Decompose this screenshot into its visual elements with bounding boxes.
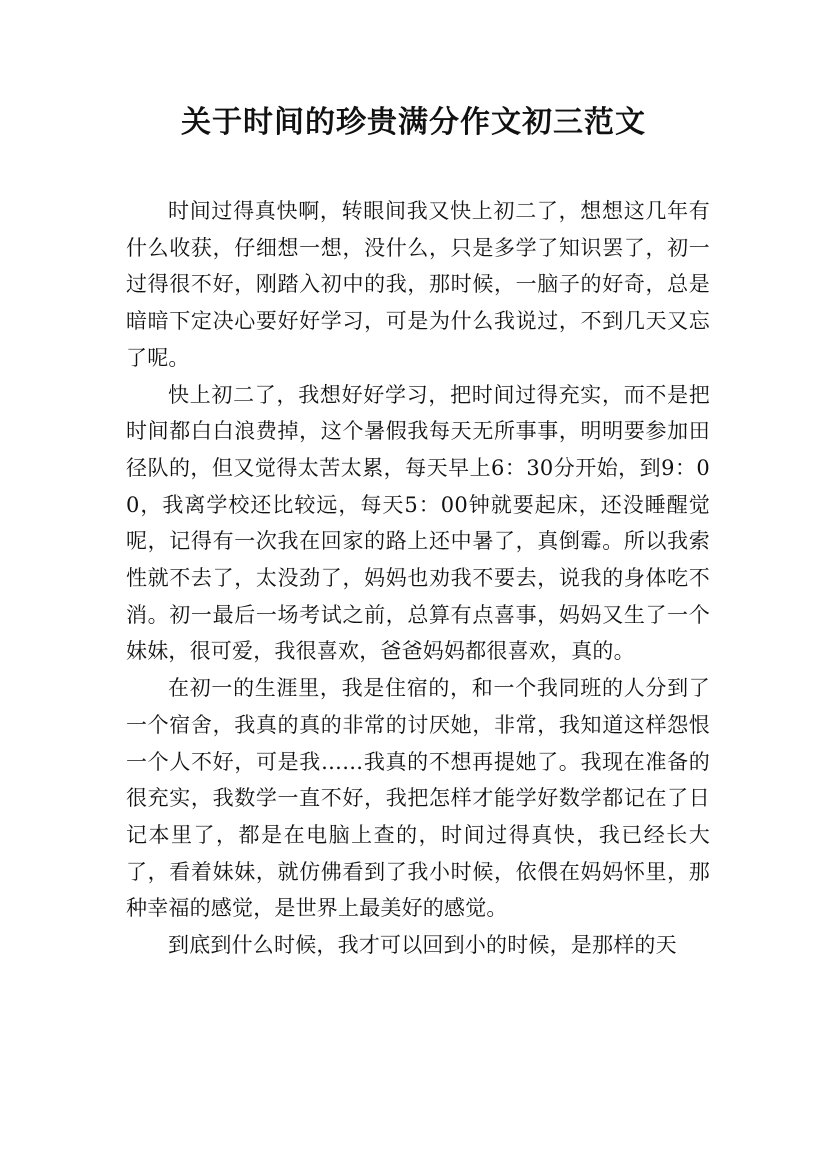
paragraph-3: 在初一的生涯里，我是住宿的，和一个我同班的人分到了一个宿舍，我真的真的非常的讨厌她，非常，我知道这样怨恨一个人不好，可是我……我真的不想再提她了。我现在准备的很充实，我数学一直不好，我把怎样才能学好数学都记在了日记本里了，都是在电脑上查的，时间过得真快，我已经长大了，看着妹妹，就仿佛看到了我小时候，依偎在妈妈怀里，那种幸福的感觉，是世界上最美好的感觉。 [126, 676, 710, 921]
paragraph-2: 快上初二了，我想好好学习，把时间过得充实，而不是把时间都白白浪费掉，这个暑假我每天无所事事，明明要参加田径队的，但又觉得太苦太累，每天早上6：30分开始，到9：00，我离学校还比较远，每天5：00钟就要起床，还没睡醒觉呢，记得有一次我在回家的路上还中暑了，真倒霉。所以我索性就不去了，太没劲了，妈妈也劝我不要去，说我的身体吃不消。初一最后一场考试之前，总算有点喜事，妈妈又生了一个妹妹，很可爱，我很喜欢，爸爸妈妈都很喜欢，真的。 [126, 382, 710, 664]
document-title: 关于时间的珍贵满分作文初三范文 [181, 105, 646, 140]
essay-body [126, 193, 710, 964]
paragraph-4: 到底到什么时候，我才可以回到小的时候，是那样的天 [168, 933, 677, 958]
paragraph-1: 时间过得真快啊，转眼间我又快上初二了，想想这几年有什么收获，仔细想一想，没什么，只是多学了知识罢了，初一过得很不好，刚踏入初中的我，那时候，一脑子的好奇，总是暗暗下定决心要好好学习，可是为什么我说过，不到几天又忘了呢。 [126, 199, 710, 370]
